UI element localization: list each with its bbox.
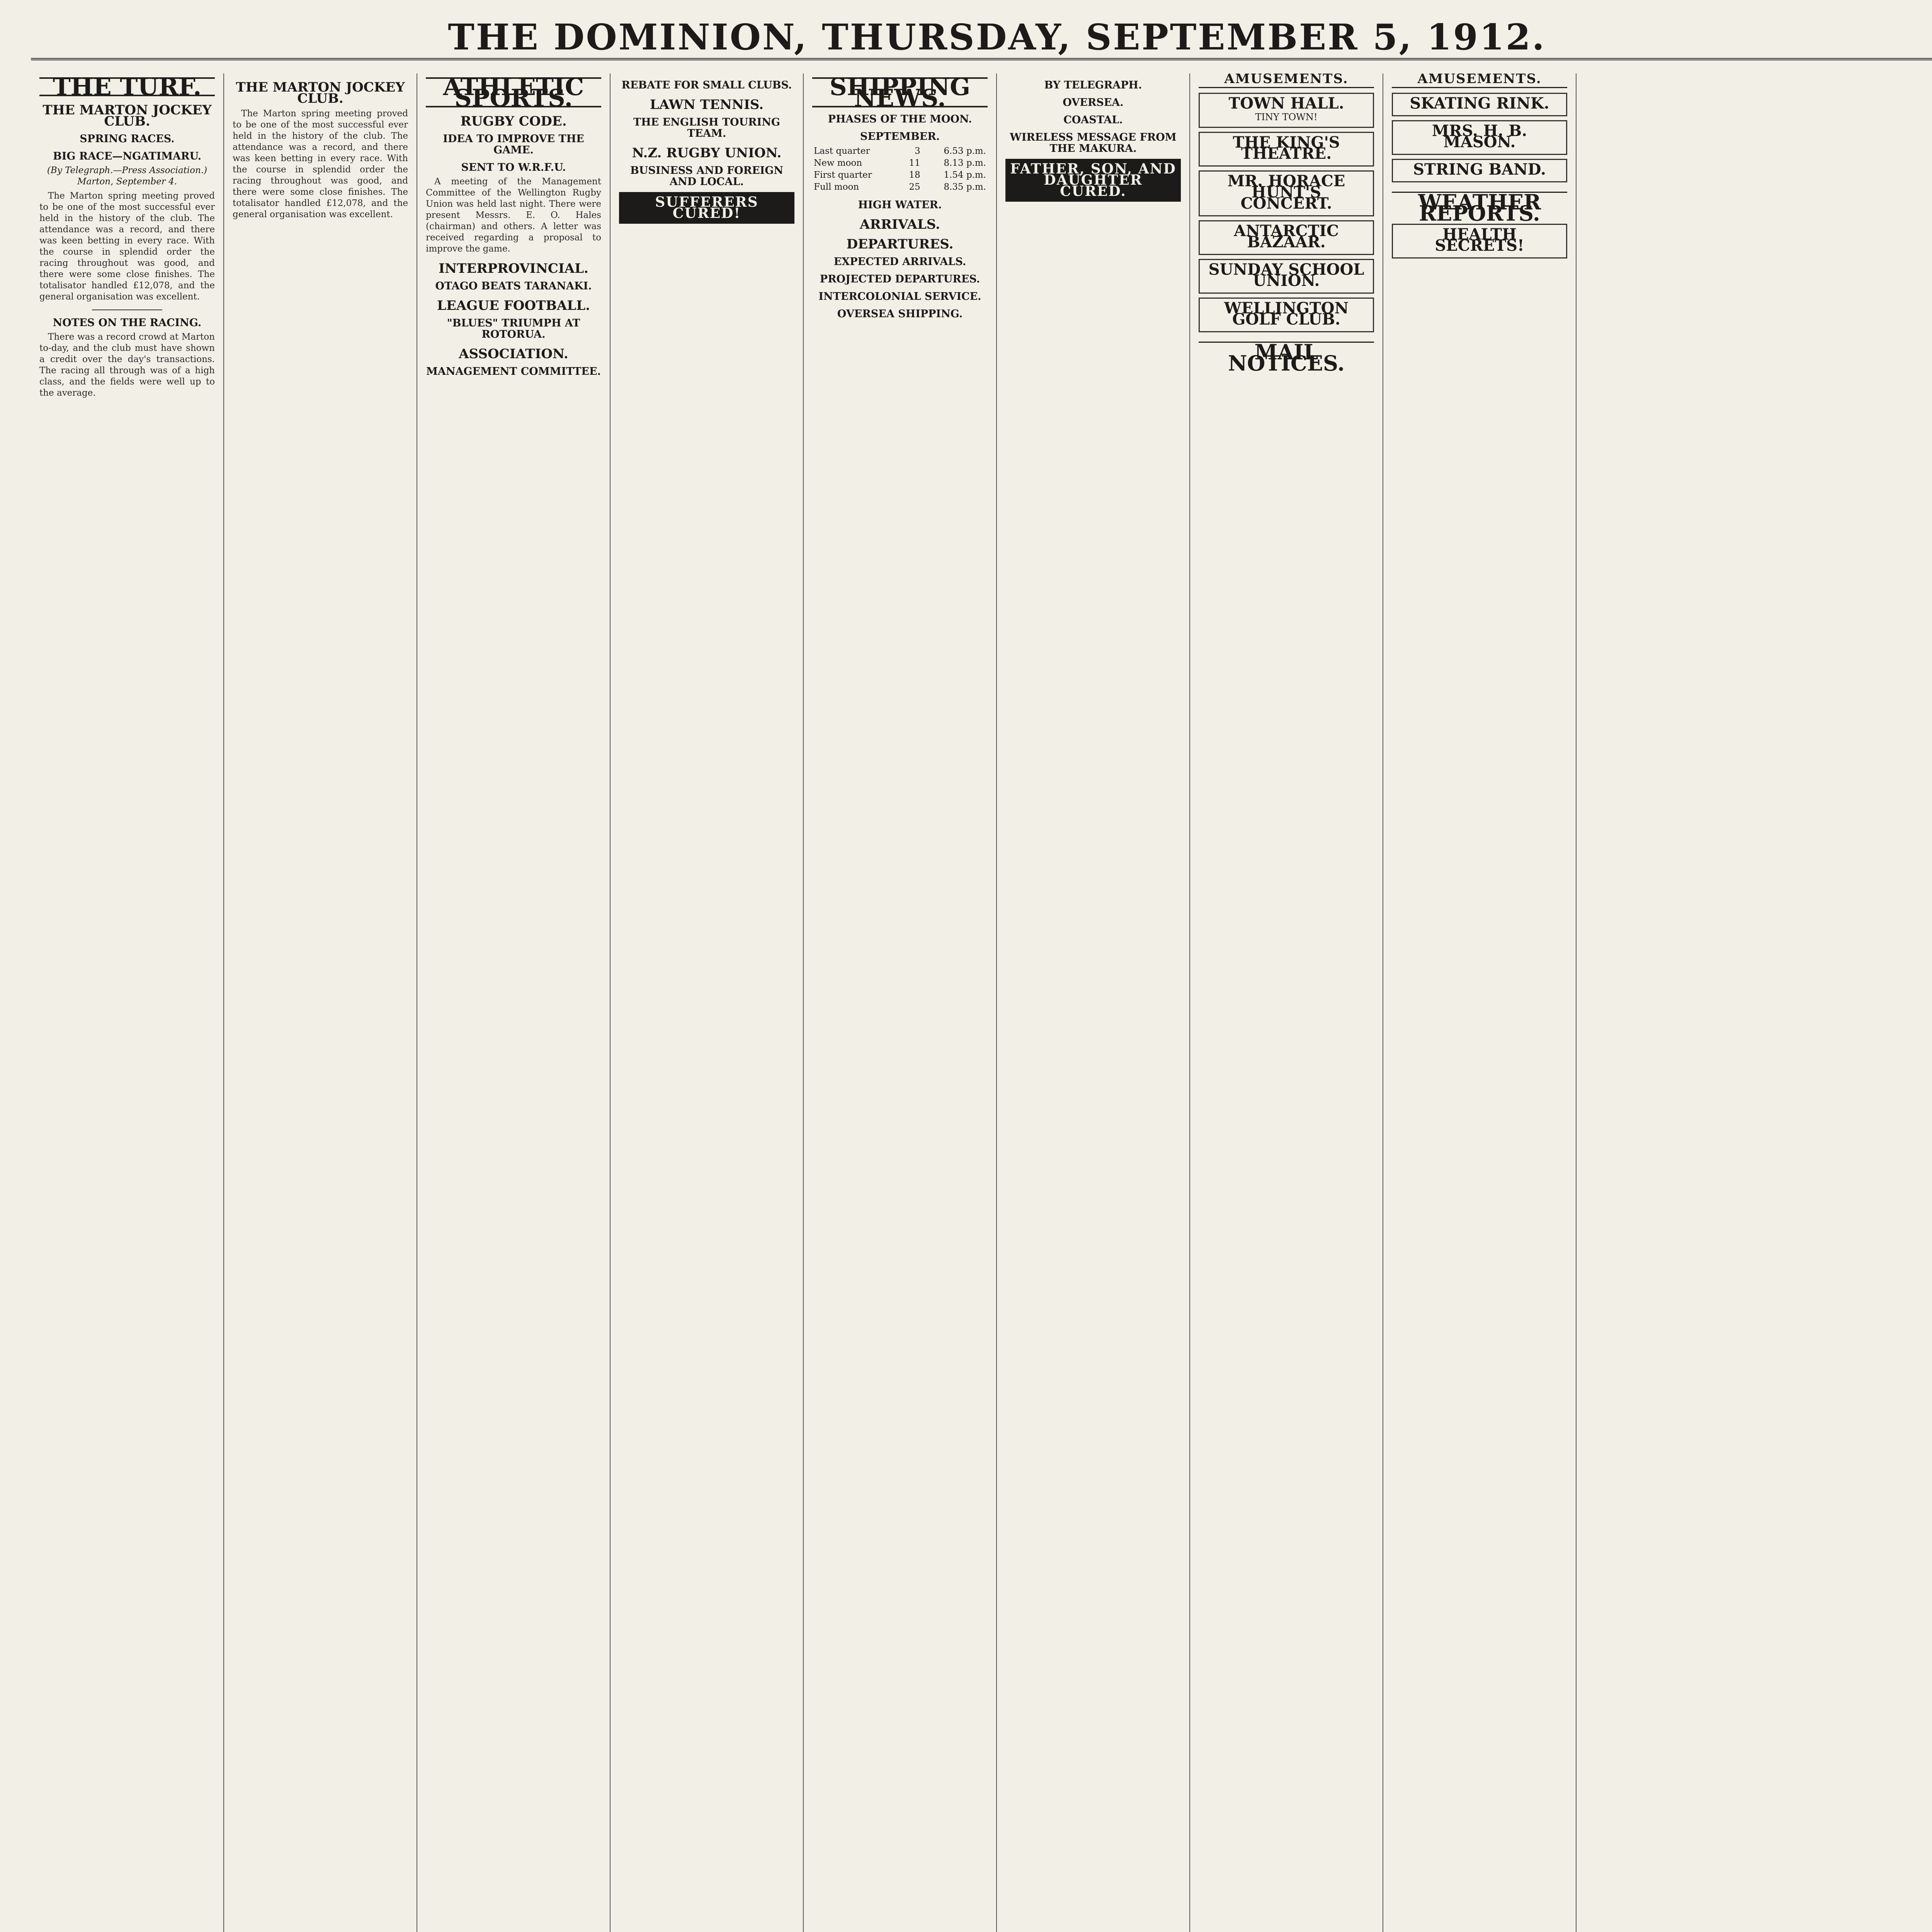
expected-heading: EXPECTED ARRIVALS. [833, 256, 966, 268]
turf-body [39, 190, 215, 303]
oversea-shipping-heading: OVERSEA SHIPPING. [837, 308, 963, 320]
danevirke-heading: THE MARTON JOCKEY CLUB. [236, 80, 405, 106]
telegraph-heading: BY TELEGRAPH. [1044, 79, 1142, 91]
health-title: HEALTH SECRETS! [1435, 225, 1524, 255]
sent-heading: SENT TO W.R.F.U. [461, 162, 566, 173]
turf-paragraph: The Marton spring meeting proved to be one of the most successful ever held in the history of the club. The attendance was a record, and there was keen betting in every race. With the course in splendid order the racing throughout was good, and there were some close finishes. The totalisator handled £12,078, and the general organisation was excellent. [39, 191, 215, 302]
tiny-town-line: TINY TOWN! [1255, 112, 1318, 122]
columns [31, 73, 1932, 1932]
intercolonial-heading: INTERCOLONIAL SERVICE. [818, 291, 981, 303]
tuition-title: MRS. H. B. MASON. [1432, 122, 1527, 151]
rugby-heading: RUGBY CODE. [460, 114, 567, 129]
moon-table [812, 145, 988, 193]
mail-heading: MAIL NOTICES. [1199, 342, 1374, 369]
telegraph-oversea: OVERSEA. [1063, 97, 1124, 109]
telegraph-coastal: COASTAL. [1063, 114, 1123, 126]
lawn-tennis-heading: LAWN TENNIS. [650, 97, 764, 112]
table-row: Last quarter 3 6.53 p.m. [814, 146, 986, 156]
column-6 [997, 73, 1190, 1932]
high-water-heading: HIGH WATER. [858, 199, 942, 211]
month-heading: SEPTEMBER. [860, 131, 940, 143]
tuition-box [1392, 120, 1567, 155]
turf-dateline: (By Telegraph.—Press Association.) Marton, September 4. [47, 165, 207, 187]
interprov-heading: INTERPROVINCIAL. [439, 261, 588, 276]
kings-box [1199, 132, 1374, 167]
touring-heading: THE ENGLISH TOURING TEAM. [633, 116, 780, 139]
otago-heading: OTAGO BEATS TARANAKI. [435, 280, 592, 292]
hunt-title: MR. HORACE HUNT'S CONCERT. [1227, 172, 1345, 213]
golf-box [1199, 298, 1374, 332]
turf-notes-heading: NOTES ON THE RACING. [53, 317, 202, 329]
column-3 [417, 73, 611, 1932]
weather-heading: WEATHER REPORTS. [1392, 192, 1567, 219]
table-row: Full moon 25 8.35 p.m. [814, 182, 986, 192]
turf-club: THE MARTON JOCKEY CLUB. [43, 102, 212, 129]
table-row: First quarter 18 1.54 p.m. [814, 170, 986, 180]
league-heading: LEAGUE FOOTBALL. [437, 298, 590, 313]
health-box [1392, 224, 1567, 259]
table-row: New moon 11 8.13 p.m. [814, 158, 986, 168]
sunday-title: SUNDAY SCHOOL UNION. [1208, 260, 1364, 290]
business-heading: BUSINESS AND FOREIGN AND LOCAL. [630, 165, 784, 188]
mgmt-heading: MANAGEMENT COMMITTEE. [426, 366, 601, 378]
amusements-heading-2: AMUSEMENTS. [1392, 73, 1567, 88]
turf-body-continued: The Marton spring meeting proved to be one of the most successful ever held in the history of the club. The attendance was a record, and there was keen betting in every race. With the course in splendid order the racing throughout was good, and there were some close finishes. The totalisator handled £12,078, and the general organisation was excellent. [233, 109, 408, 219]
turf-notes-body: There was a record crowd at Marton to-day, and the club must have shown a credit over the day's transactions. The racing all through was of a high class, and the fields were well up to the average. [39, 332, 215, 398]
amusements-heading-1: AMUSEMENTS. [1199, 73, 1374, 88]
column-4 [611, 73, 804, 1932]
sunday-box [1199, 259, 1374, 294]
page-number [1917, 31, 1932, 58]
phases-heading: PHASES OF THE MOON. [828, 113, 972, 125]
nz-rugby-heading: N.Z. RUGBY UNION. [632, 145, 782, 161]
column-8 [1383, 73, 1577, 1932]
column-5 [804, 73, 997, 1932]
projected-heading: PROJECTED DEPARTURES. [820, 273, 980, 285]
bazaar-title: ANTARCTIC BAZAAR. [1234, 222, 1339, 251]
kings-title: THE KING'S THEATRE. [1233, 133, 1340, 163]
masthead-title: THE DOMINION, THURSDAY, SEPTEMBER 5, 1912. [448, 16, 1546, 58]
rotorua-heading: "BLUES" TRIUMPH AT ROTORUA. [447, 317, 580, 340]
sports-body: A meeting of the Management Committee of the Wellington Rugby Union was held last night. There were present Messrs. E. O. Hales (chairman) and others. A letter was received regarding a proposal to improve the game. [426, 177, 601, 254]
departures-heading: DEPARTURES. [846, 236, 954, 252]
wireless-heading: WIRELESS MESSAGE FROM THE MAKURA. [1010, 131, 1177, 155]
shipping-heading: SHIPPING NEWS. [812, 77, 988, 107]
town-hall-box [1199, 93, 1374, 128]
turf-heading: THE TURF. [39, 77, 215, 96]
masthead [31, 12, 1932, 60]
string-box [1392, 159, 1567, 182]
golf-title: WELLINGTON GOLF CLUB. [1224, 299, 1349, 328]
hunt-box [1199, 170, 1374, 216]
idea-heading: IDEA TO IMPROVE THE GAME. [443, 133, 584, 156]
column-7 [1190, 73, 1383, 1932]
skating-title: SKATING RINK. [1410, 94, 1549, 112]
turf-meeting: SPRING RACES. [80, 133, 175, 145]
bazaar-box [1199, 220, 1374, 255]
string-title: STRING BAND. [1413, 160, 1546, 179]
arrivals-heading: ARRIVALS. [859, 217, 940, 232]
association-heading: ASSOCIATION. [459, 346, 568, 362]
sports-heading: ATHLETIC SPORTS. [426, 77, 601, 107]
town-hall-title: TOWN HALL. [1228, 94, 1344, 112]
rebate-heading: REBATE FOR SMALL CLUBS. [621, 79, 792, 91]
sufferers-banner: SUFFERERS CURED! [619, 192, 794, 224]
turf-event: BIG RACE—NGATIMARU. [53, 150, 202, 162]
column-2 [224, 73, 417, 1932]
father-banner: FATHER, SON, AND DAUGHTER CURED. [1005, 159, 1181, 202]
column-1 [31, 73, 224, 1932]
skating-box [1392, 93, 1567, 116]
